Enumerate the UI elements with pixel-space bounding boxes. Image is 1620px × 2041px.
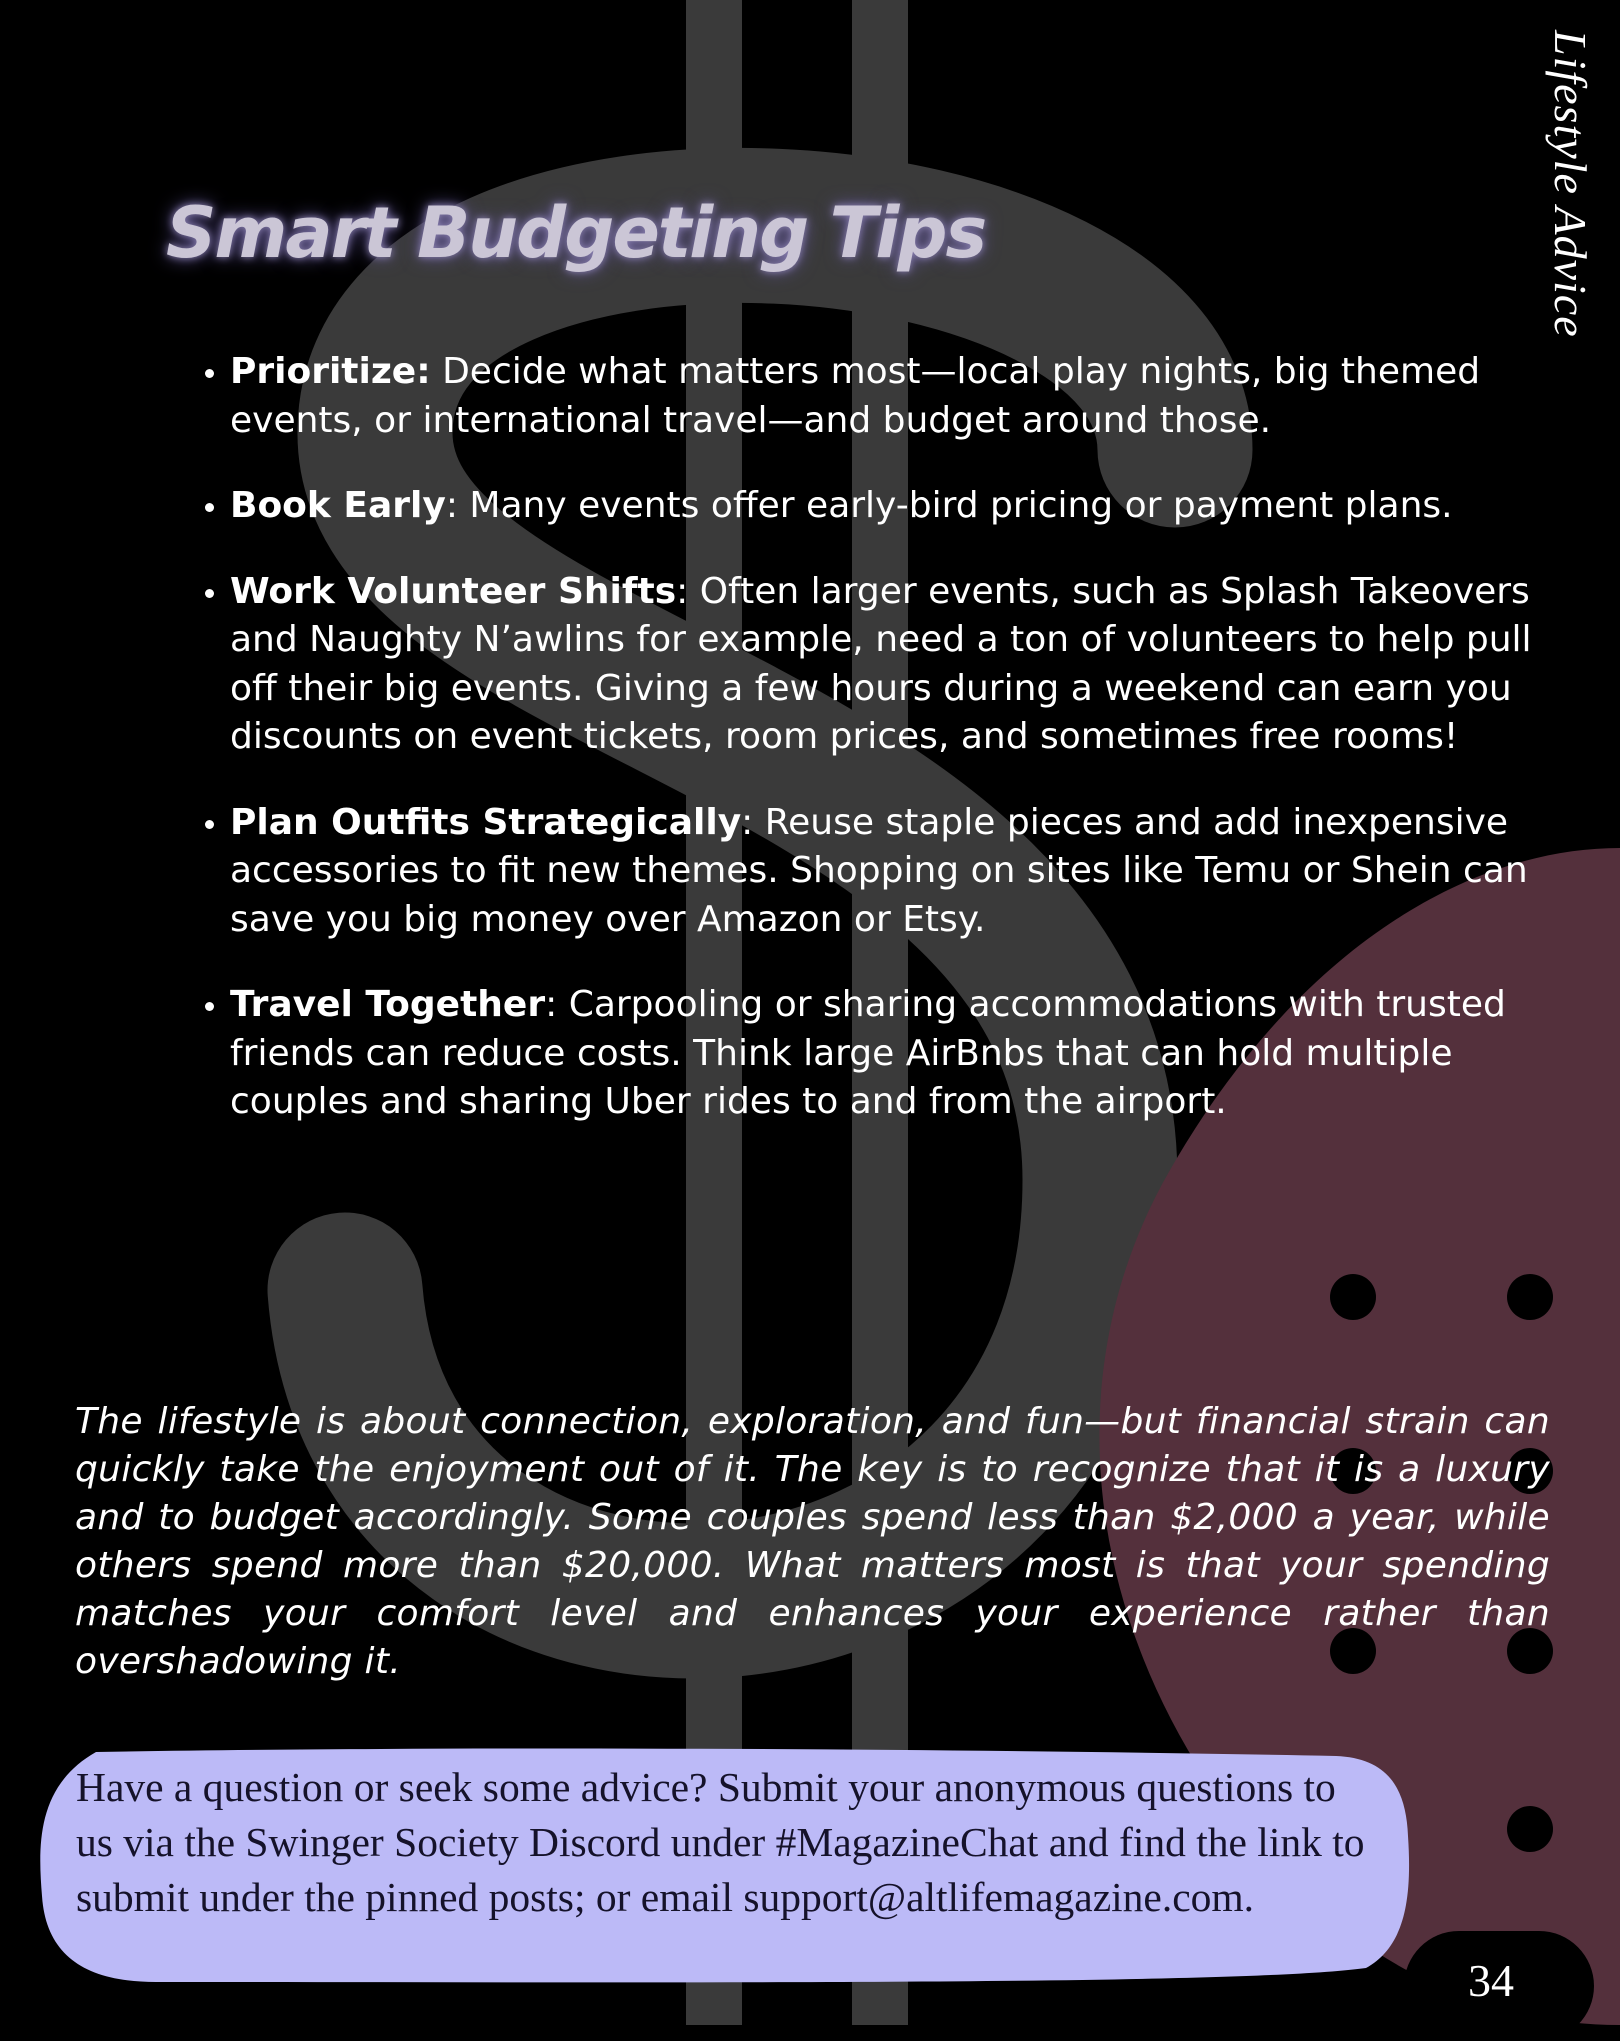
list-item xyxy=(230,568,1570,762)
tip-separator: : xyxy=(741,801,765,843)
tip-term: Prioritize: xyxy=(230,351,431,392)
tip-term: Work Volunteer Shifts xyxy=(230,570,677,612)
list-item xyxy=(230,348,1570,445)
list-item xyxy=(230,799,1570,945)
list-item xyxy=(230,482,1570,531)
tip-text: Often larger events, such as Splash Takeovers and Naughty N’awlins for example, need a ton of volunteers to help pull off their big events. Giving a few hours during a weekend can earn you discounts on event tickets, room prices, and sometimes free rooms! xyxy=(230,570,1532,757)
tip-text: Decide what matters most—local play nights, big themed events, or international travel—and budget around those. xyxy=(230,351,1481,441)
tip-text: Reuse staple pieces and add inexpensive accessories to fit new themes. Shopping on sites like Temu or Shein can save you big money over Amazon or Etsy. xyxy=(230,801,1528,940)
closing-paragraph: The lifestyle is about connection, exploration, and fun—but financial strain can quickly take the enjoyment out of it. The key is to recognize that it is a luxury and to budget accordingly. Some couples spend less than $2,000 a year, while others spend more than $20,000. What matters most is that your spending matches your comfort level and enhances your experience rather than overshadowing it. xyxy=(75,1401,1550,1682)
page-number: 34 xyxy=(1468,1955,1514,2006)
section-label: Lifestyle Advice xyxy=(1545,30,1596,338)
callout-text: Have a question or seek some advice? Submit your anonymous questions to us via the Swinger Society Discord under #MagazineChat and find the link to submit under the pinned posts; or email support@altlifemagazine.com. xyxy=(76,1764,1365,1920)
tip-separator: : xyxy=(545,984,569,1025)
tip-term: Plan Outfits Strategically xyxy=(230,801,742,843)
tip-term: Travel Together xyxy=(230,984,546,1025)
tip-text: Many events offer early-bird pricing or payment plans. xyxy=(469,485,1453,526)
tip-separator: : xyxy=(676,570,700,612)
tip-separator: : xyxy=(445,485,470,526)
decorative-dot xyxy=(1507,1274,1553,1320)
decorative-dot xyxy=(1330,1274,1376,1320)
tip-separator xyxy=(431,351,442,392)
page-title: Smart Budgeting Tips xyxy=(166,192,986,274)
tip-term: Book Early xyxy=(230,485,446,526)
decorative-dot xyxy=(1507,1806,1553,1852)
tip-text: Carpooling or sharing accommodations with trusted friends can reduce costs. Think large AirBnbs that can hold multiple couples and sharing Uber rides to and from the airport. xyxy=(230,984,1506,1122)
tips-list xyxy=(186,348,1570,1164)
list-item xyxy=(230,981,1570,1127)
